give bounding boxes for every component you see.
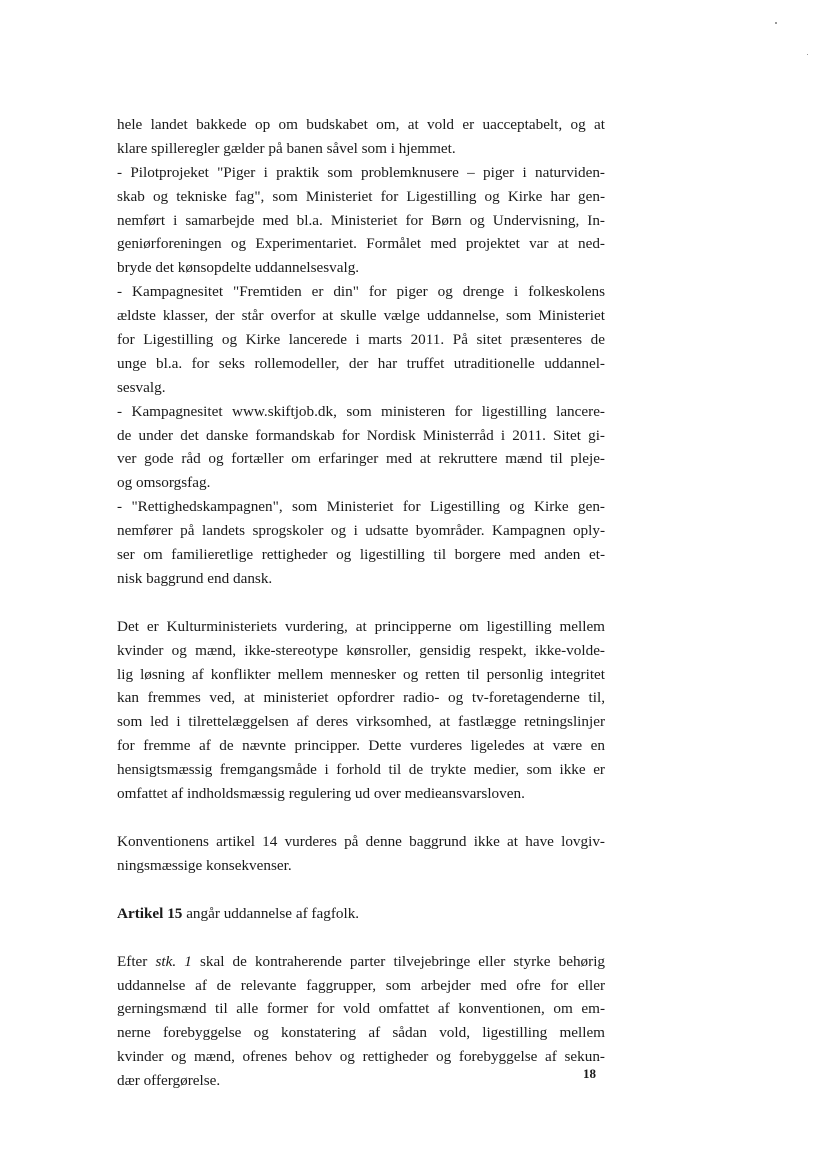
- text-line: bryde det kønsopdelte uddannelsesvalg.: [117, 259, 360, 277]
- text-line: som led i tilrettelæggelsen af deres virksomhed, at fastlægge retningslinjer: [117, 713, 605, 731]
- text-line: unge bl.a. for seks rollemodeller, der har truffet utraditionelle uddannel-: [117, 354, 605, 372]
- text-line: hele landet bakkede op om budskabet om, at vold er uacceptabelt, og at: [117, 116, 605, 133]
- text-line: skab og tekniske fag", som Ministeriet for Ligestilling og Kirke har gen-: [117, 187, 605, 205]
- text-line: for fremme af de nævnte principper. Dette vurderes ligeledes at være en: [117, 737, 605, 755]
- text-line: - "Rettighedskampagnen", som Ministeriet for Ligestilling og Kirke gen-: [117, 498, 605, 516]
- text-fragment: skal de kontraherende parter tilvejebringe eller styrke behørig: [191, 952, 606, 970]
- text-line: ældste klasser, der står overfor at skulle vælge uddannelse, som Ministeriet: [117, 307, 605, 325]
- text-line: - Kampagnesitet "Fremtiden er din" for piger og drenge i folkeskolens: [117, 283, 605, 301]
- text-line: gerningsmænd til alle former for vold omfattet af konventionen, om em-: [117, 1000, 605, 1018]
- text-line: nerne forebyggelse og konstatering af sådan vold, ligestilling mellem: [117, 1024, 605, 1042]
- text-line: klare spilleregler gælder på banen såvel som i hjemmet.: [117, 139, 456, 157]
- text-line: uddannelse af de relevante faggrupper, som arbejder med ofre for eller: [117, 976, 605, 994]
- text-line: - Kampagnesitet www.skiftjob.dk, som ministeren for ligestilling lancere-: [117, 402, 605, 420]
- paragraph-artikel-14: [117, 830, 605, 878]
- text-line: og omsorgsfag.: [117, 474, 211, 492]
- text-line: nemfører på landets sprogskoler og i udsatte byområder. Kampagnen oply-: [117, 522, 605, 540]
- text-line: ser om familieretlige rettigheder og ligestilling til borgere med anden et-: [117, 546, 605, 564]
- text-line: for Ligestilling og Kirke lancerede i marts 2011. På sitet præsenteres de: [117, 331, 605, 349]
- text-line: dær offergørelse.: [117, 1072, 221, 1090]
- text-line: de under det danske formandskab for Nordisk Ministerråd i 2011. Sitet gi-: [117, 426, 605, 444]
- text-line: kan fremmes ved, at ministeriet opfordrer radio- og tv-foretagenderne til,: [117, 689, 605, 707]
- text-line: [117, 902, 605, 926]
- paragraph-kulturministeriet: [117, 615, 605, 806]
- body-text: [117, 113, 605, 1093]
- text-line: kvinder og mænd, ikke-stereotype kønsroller, gensidig respekt, ikke-volde-: [117, 641, 605, 659]
- paragraph-artikel-15-heading: [117, 902, 605, 926]
- text-line: Konventionens artikel 14 vurderes på denne baggrund ikke at have lovgiv-: [117, 832, 605, 850]
- text-line: ningsmæssige konsekvenser.: [117, 856, 292, 874]
- stk-reference: stk. 1: [155, 952, 192, 970]
- text-line: sesvalg.: [117, 378, 166, 396]
- text-line: lig løsning af konflikter mellem mennesker og retten til personlig integritet: [117, 665, 605, 683]
- page-number: 18: [583, 1066, 596, 1081]
- paragraph-stk-1: [117, 950, 605, 1093]
- text-line: - Pilotprojeket "Piger i praktik som problemknusere – piger i naturviden-: [117, 163, 605, 181]
- scan-speck: [775, 22, 777, 24]
- text-line: Det er Kulturministeriets vurdering, at principperne om ligestilling mellem: [117, 617, 605, 635]
- text-line: nemført i samarbejde med bl.a. Ministeriet for Børn og Undervisning, In-: [117, 211, 605, 229]
- paragraph-initiatives: [117, 113, 605, 591]
- text-line: [117, 950, 605, 974]
- article-label: Artikel 15: [117, 904, 183, 922]
- text-line: nisk baggrund end dansk.: [117, 569, 273, 587]
- text-line: kvinder og mænd, ofrenes behov og rettigheder og forebyggelse af sekun-: [117, 1048, 605, 1066]
- text-line: geniørforeningen og Experimentariet. Formålet med projektet var at ned-: [117, 235, 605, 253]
- scan-speck: [807, 54, 808, 55]
- text-fragment: Efter: [117, 952, 156, 970]
- article-description: angår uddannelse af fagfolk.: [182, 904, 360, 922]
- text-line: omfattet af indholdsmæssig regulering ud over medieansvarsloven.: [117, 785, 525, 803]
- text-line: ver gode råd og fortæller om erfaringer med at rekruttere mænd til pleje-: [117, 450, 605, 468]
- text-line: hensigtsmæssig fremgangsmåde i forhold til de trykte medier, som ikke er: [117, 761, 605, 779]
